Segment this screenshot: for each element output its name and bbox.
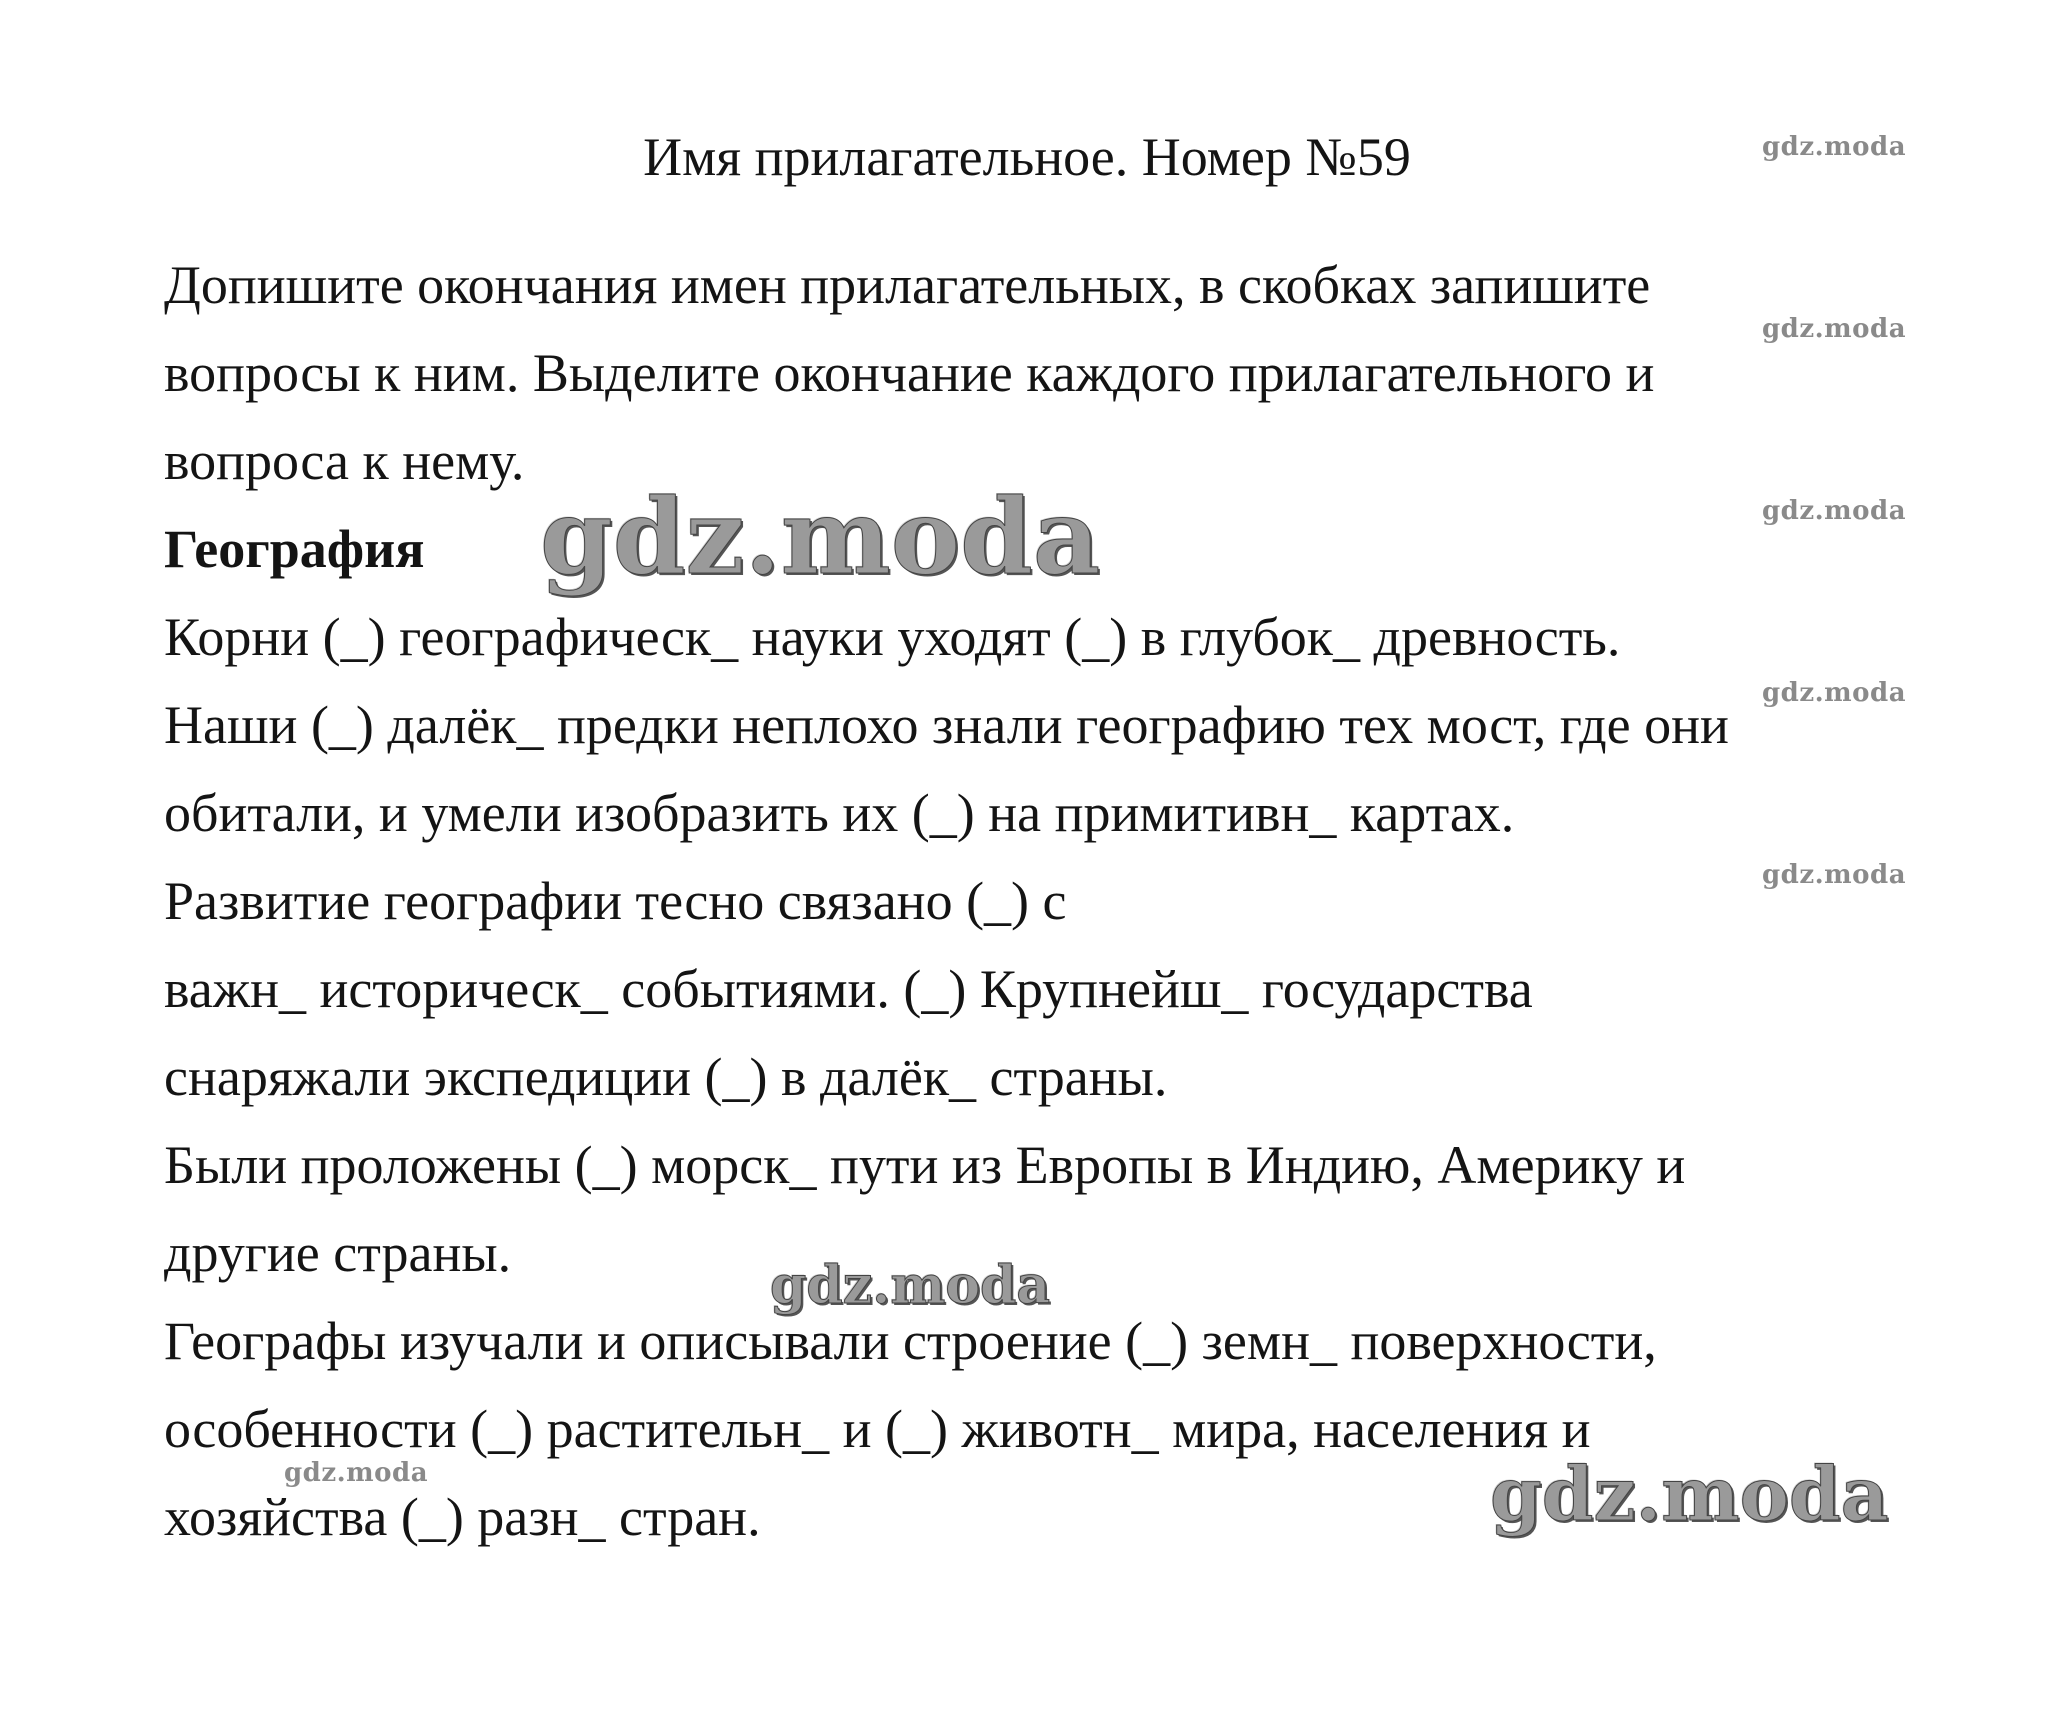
task-line-3: вопроса к нему. xyxy=(164,431,525,491)
exercise-line-11: хозяйства (_) разн_ стран. xyxy=(164,1487,761,1547)
watermark-large: gdz.moda xyxy=(1490,1452,1889,1538)
exercise-line-4: Развитие географии тесно связано (_) с xyxy=(164,871,1067,931)
exercise-line-2: Наши (_) далёк_ предки неплохо знали географию тех мост, где они xyxy=(164,695,1729,755)
exercise-line-7: Были проложены (_) морск_ пути из Европы в Индию, Америку и xyxy=(164,1135,1686,1195)
exercise-line-1: Корни (_) географическ_ науки уходят (_) в глубок_ древность. xyxy=(164,607,1621,667)
watermark-small: gdz.moda xyxy=(1762,132,1907,162)
exercise-line-9: Географы изучали и описывали строение (_) земн_ поверхности, xyxy=(164,1311,1657,1371)
exercise-line-10: особенности (_) растительн_ и (_) животн_ мира, населения и xyxy=(164,1399,1591,1459)
watermark-medium: gdz.moda xyxy=(770,1255,1051,1316)
page-title: Имя прилагательное. Номер №59 xyxy=(643,127,1411,187)
watermark-small: gdz.moda xyxy=(1762,496,1907,526)
task-line-1: Допишите окончания имен прилагательных, в скобках запишите xyxy=(164,255,1651,315)
watermark-small: gdz.moda xyxy=(1762,314,1907,344)
watermark-small: gdz.moda xyxy=(284,1458,429,1488)
section-heading: География xyxy=(164,519,425,579)
exercise-line-3: обитали, и умели изобразить их (_) на примитивн_ картах. xyxy=(164,783,1515,843)
task-line-2: вопросы к ним. Выделите окончание каждого прилагательного и xyxy=(164,343,1655,403)
exercise-line-5: важн_ историческ_ событиями. (_) Крупнейш_ государства xyxy=(164,959,1533,1019)
watermark-large: gdz.moda xyxy=(540,475,1101,598)
exercise-line-6: снаряжали экспедиции (_) в далёк_ страны. xyxy=(164,1047,1168,1107)
exercise-line-8: другие страны. xyxy=(164,1223,512,1283)
watermark-small: gdz.moda xyxy=(1762,860,1907,890)
watermark-small: gdz.moda xyxy=(1762,678,1907,708)
